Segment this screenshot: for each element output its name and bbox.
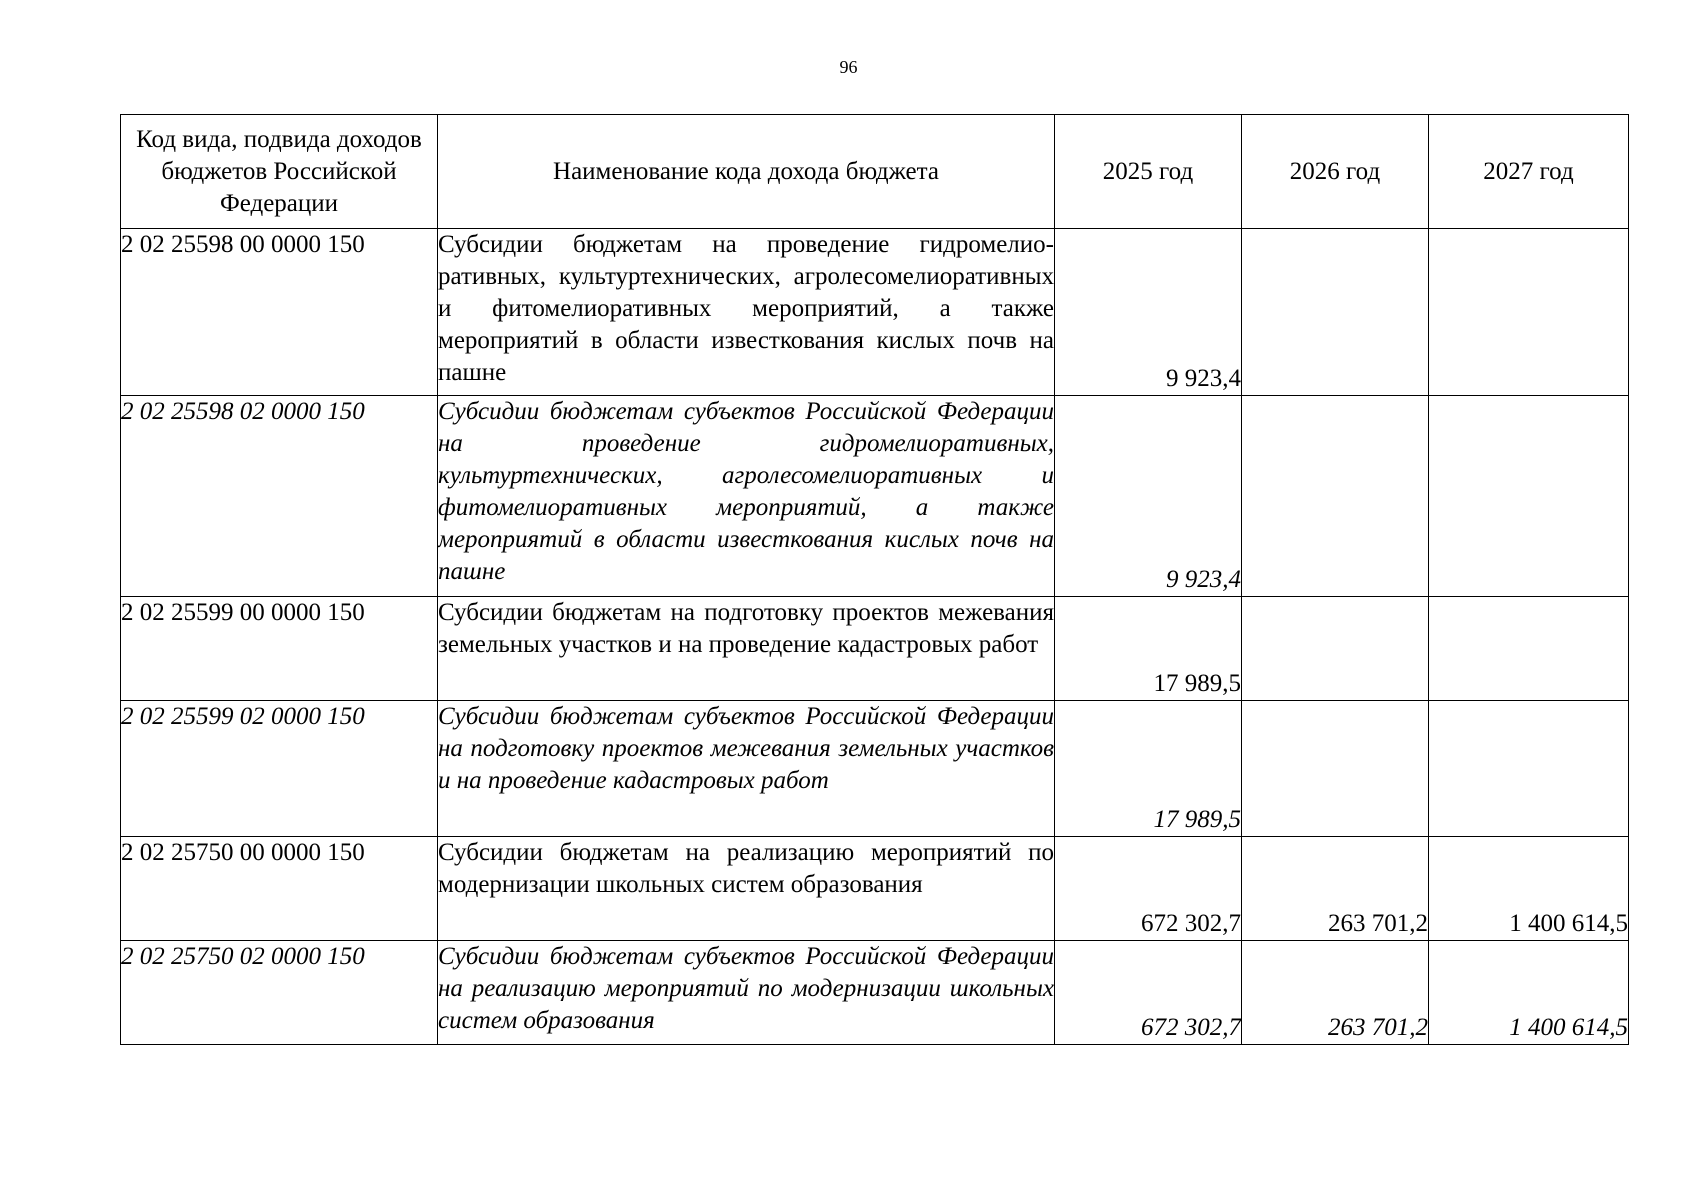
cell-2026	[1242, 396, 1429, 597]
cell-2025: 9 923,4	[1055, 229, 1242, 396]
cell-2025: 672 302,7	[1055, 941, 1242, 1045]
budget-revenue-table	[120, 114, 1629, 1045]
cell-name: Субсидии бюджетам на реализацию мероприятий по модернизации школьных систем образования	[438, 837, 1055, 941]
cell-2026	[1242, 229, 1429, 396]
table-row	[121, 396, 1629, 597]
table-row	[121, 941, 1629, 1045]
cell-2027	[1429, 597, 1629, 701]
table-header-row	[121, 115, 1629, 229]
table-row	[121, 701, 1629, 837]
table-row	[121, 229, 1629, 396]
cell-2025: 17 989,5	[1055, 701, 1242, 837]
table-row	[121, 597, 1629, 701]
cell-code: 2 02 25750 00 0000 150	[121, 837, 438, 941]
table-row	[121, 837, 1629, 941]
header-2027: 2027 год	[1429, 115, 1629, 229]
cell-2026	[1242, 701, 1429, 837]
header-2026: 2026 год	[1242, 115, 1429, 229]
cell-2027	[1429, 701, 1629, 837]
cell-code: 2 02 25598 00 0000 150	[121, 229, 438, 396]
cell-code: 2 02 25599 02 0000 150	[121, 701, 438, 837]
cell-2027	[1429, 396, 1629, 597]
cell-code: 2 02 25599 00 0000 150	[121, 597, 438, 701]
cell-2027: 1 400 614,5	[1429, 837, 1629, 941]
cell-name: Субсидии бюджетам на проведение гидромелиоративных, культуртехнических, агролесомелиоративных и фитомелиоративных мероприятий, а также мероприятий в области известкования кислых почв на пашне	[438, 229, 1055, 396]
cell-2026: 263 701,2	[1242, 837, 1429, 941]
cell-2025: 17 989,5	[1055, 597, 1242, 701]
cell-code: 2 02 25750 02 0000 150	[121, 941, 438, 1045]
cell-2025: 672 302,7	[1055, 837, 1242, 941]
header-code: Код вида, подвида доходов бюджетов Российской Федерации	[121, 115, 438, 229]
cell-code: 2 02 25598 02 0000 150	[121, 396, 438, 597]
cell-2026: 263 701,2	[1242, 941, 1429, 1045]
cell-2025: 9 923,4	[1055, 396, 1242, 597]
cell-2027	[1429, 229, 1629, 396]
cell-name: Субсидии бюджетам на подготовку проектов межевания земельных участков и на проведение кадастровых работ	[438, 597, 1055, 701]
cell-2026	[1242, 597, 1429, 701]
page-number: 96	[839, 57, 858, 77]
cell-name: Субсидии бюджетам субъектов Российской Федерации на реализацию мероприятий по модернизации школьных систем образования	[438, 941, 1055, 1045]
cell-2027: 1 400 614,5	[1429, 941, 1629, 1045]
cell-name: Субсидии бюджетам субъектов Российской Федерации на подготовку проектов межевания земельных участков и на проведение кадастровых работ	[438, 701, 1055, 837]
header-name: Наименование кода дохода бюджета	[438, 115, 1055, 229]
cell-name: Субсидии бюджетам субъектов Российской Федерации на проведение гидромелиоративных, культуртехнических, агролесомелиоративных и фитомелиоративных мероприятий, а также мероприятий в области известкования кислых почв на пашне	[438, 396, 1055, 597]
header-2025: 2025 год	[1055, 115, 1242, 229]
